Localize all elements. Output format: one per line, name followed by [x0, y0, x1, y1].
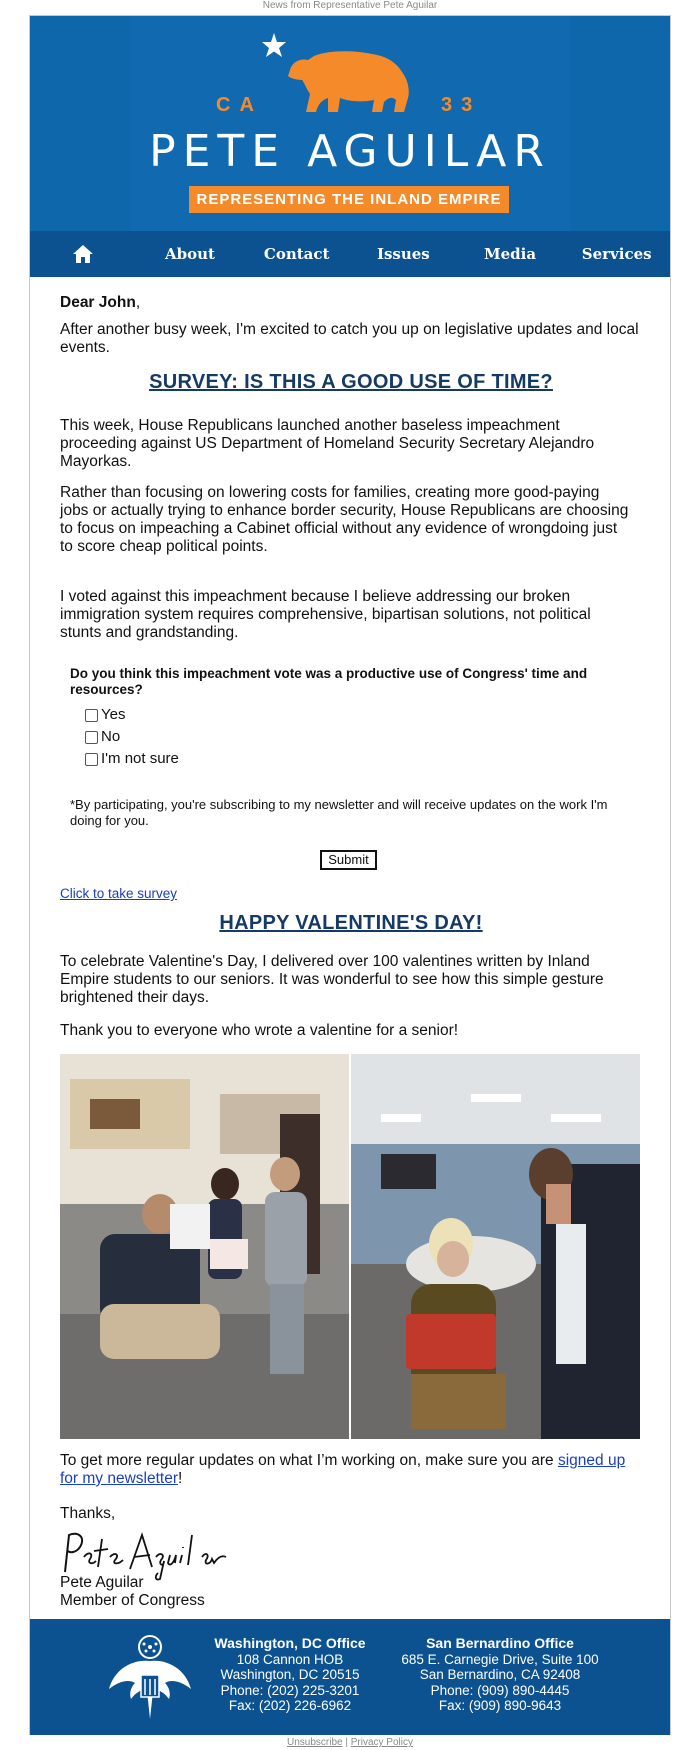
nav-media[interactable]: Media [483, 245, 537, 263]
unsubscribe-link[interactable]: Unsubscribe [286, 1737, 343, 1748]
preheader-text: News from Representative Pete Aguilar [262, 0, 438, 11]
option-label-no: No [101, 728, 121, 745]
signer-name: Pete Aguilar [60, 1574, 144, 1591]
bottom-links [0, 1737, 700, 1748]
valentine-heading: HAPPY VALENTINE'S DAY! [219, 912, 483, 934]
eagle-seal-icon [105, 1629, 195, 1721]
top-nav [30, 231, 670, 277]
dc-office [205, 1636, 375, 1714]
paragraph-vote: I voted against this impeachment because I believe addressing our broken immigration system requires comprehensive, bipartisan solutions, not political stunts and grandstanding. [60, 588, 591, 641]
nav-contact[interactable]: Contact [263, 245, 330, 263]
sb-office-line2: San Bernardino, CA 92408 [419, 1667, 581, 1682]
representative-name: PETE AGUILAR [149, 126, 551, 177]
checkbox-not-sure[interactable] [85, 753, 98, 766]
newsletter-signup-link[interactable]: signed up for my newsletter [60, 1452, 626, 1487]
paragraph-impeachment: This week, House Republicans launched another baseless impeachment proceeding against US Department of Homeland Security Secretary Alejandro Mayorkas. [60, 417, 595, 470]
survey-heading: SURVEY: IS THIS A GOOD USE OF TIME? [149, 371, 553, 393]
link-separator: | [345, 1737, 348, 1748]
header-banner [30, 16, 670, 231]
district-state: CA [216, 94, 263, 116]
survey-question: Do you think this impeachment vote was a productive use of Congress' time and resources? [70, 666, 588, 697]
survey-option-no[interactable] [85, 728, 120, 746]
photo-row [60, 1054, 640, 1439]
dc-office-line1: 108 Cannon HOB [236, 1651, 344, 1667]
take-survey-link[interactable]: Click to take survey [60, 886, 178, 901]
nav-home[interactable] [30, 244, 137, 264]
dc-office-title: Washington, DC Office [214, 1635, 366, 1651]
checkbox-no[interactable] [85, 731, 98, 744]
paragraph-valentines: To celebrate Valentine's Day, I delivered over 100 valentines written by Inland Empire students to our seniors. It was wonderful to see how this simple gesture brightened their days. [60, 953, 604, 1006]
dc-office-fax: Fax: (202) 226-6962 [228, 1698, 352, 1713]
san-bernardino-office [400, 1636, 600, 1714]
checkbox-yes[interactable] [85, 709, 98, 722]
option-label-yes: Yes [101, 706, 126, 723]
paragraph-newsletter [60, 1452, 630, 1488]
greeting-punct: , [135, 294, 141, 311]
greeting [60, 294, 140, 312]
bear-logo-icon [284, 46, 414, 116]
home-icon [72, 244, 94, 264]
tagline: REPRESENTING THE INLAND EMPIRE [189, 186, 509, 213]
signer-title: Member of Congress [60, 1592, 205, 1609]
newsletter-text-before: To get more regular updates on what I’m working on, make sure you are [60, 1452, 558, 1469]
district-number: 33 [441, 94, 482, 116]
photo-senior-center [351, 1054, 640, 1439]
closing-thanks: Thanks, [60, 1505, 116, 1522]
dc-office-phone: Phone: (202) 225-3201 [220, 1682, 360, 1698]
greeting-name: Dear John [60, 294, 136, 311]
nav-issues[interactable]: Issues [376, 245, 430, 263]
sb-office-fax: Fax: (909) 890-9643 [438, 1698, 562, 1713]
sb-office-phone: Phone: (909) 890-4445 [430, 1682, 570, 1698]
intro-paragraph: After another busy week, I'm excited to catch you up on legislative updates and local events. [60, 321, 639, 356]
privacy-policy-link[interactable]: Privacy Policy [350, 1737, 413, 1748]
sb-office-title: San Bernardino Office [426, 1635, 574, 1651]
option-label-not-sure: I'm not sure [101, 750, 179, 767]
dc-office-line2: Washington, DC 20515 [220, 1667, 360, 1682]
paragraph-thanks-students: Thank you to everyone who wrote a valentine for a senior! [60, 1022, 459, 1039]
submit-button[interactable]: Submit [320, 850, 377, 870]
photo-classroom [60, 1054, 349, 1439]
sb-office-line1: 685 E. Carnegie Drive, Suite 100 [401, 1651, 599, 1667]
nav-services[interactable]: Services [581, 245, 652, 263]
paragraph-priorities: Rather than focusing on lowering costs for families, creating more good-paying jobs or actually trying to enhance border security, House Republicans are choosing to focus on impeaching a Cabinet official without any evidence of wrongdoing just to score cheap political points. [60, 484, 629, 555]
survey-option-yes[interactable] [85, 706, 125, 724]
survey-disclaimer: *By participating, you're subscribing to my newsletter and will receive updates on the work I'm doing for you. [70, 797, 608, 828]
survey-option-not-sure[interactable] [85, 750, 179, 768]
email-container [29, 15, 671, 1735]
nav-about[interactable]: About [165, 245, 215, 263]
newsletter-text-after: ! [178, 1470, 183, 1487]
footer [30, 1619, 670, 1735]
